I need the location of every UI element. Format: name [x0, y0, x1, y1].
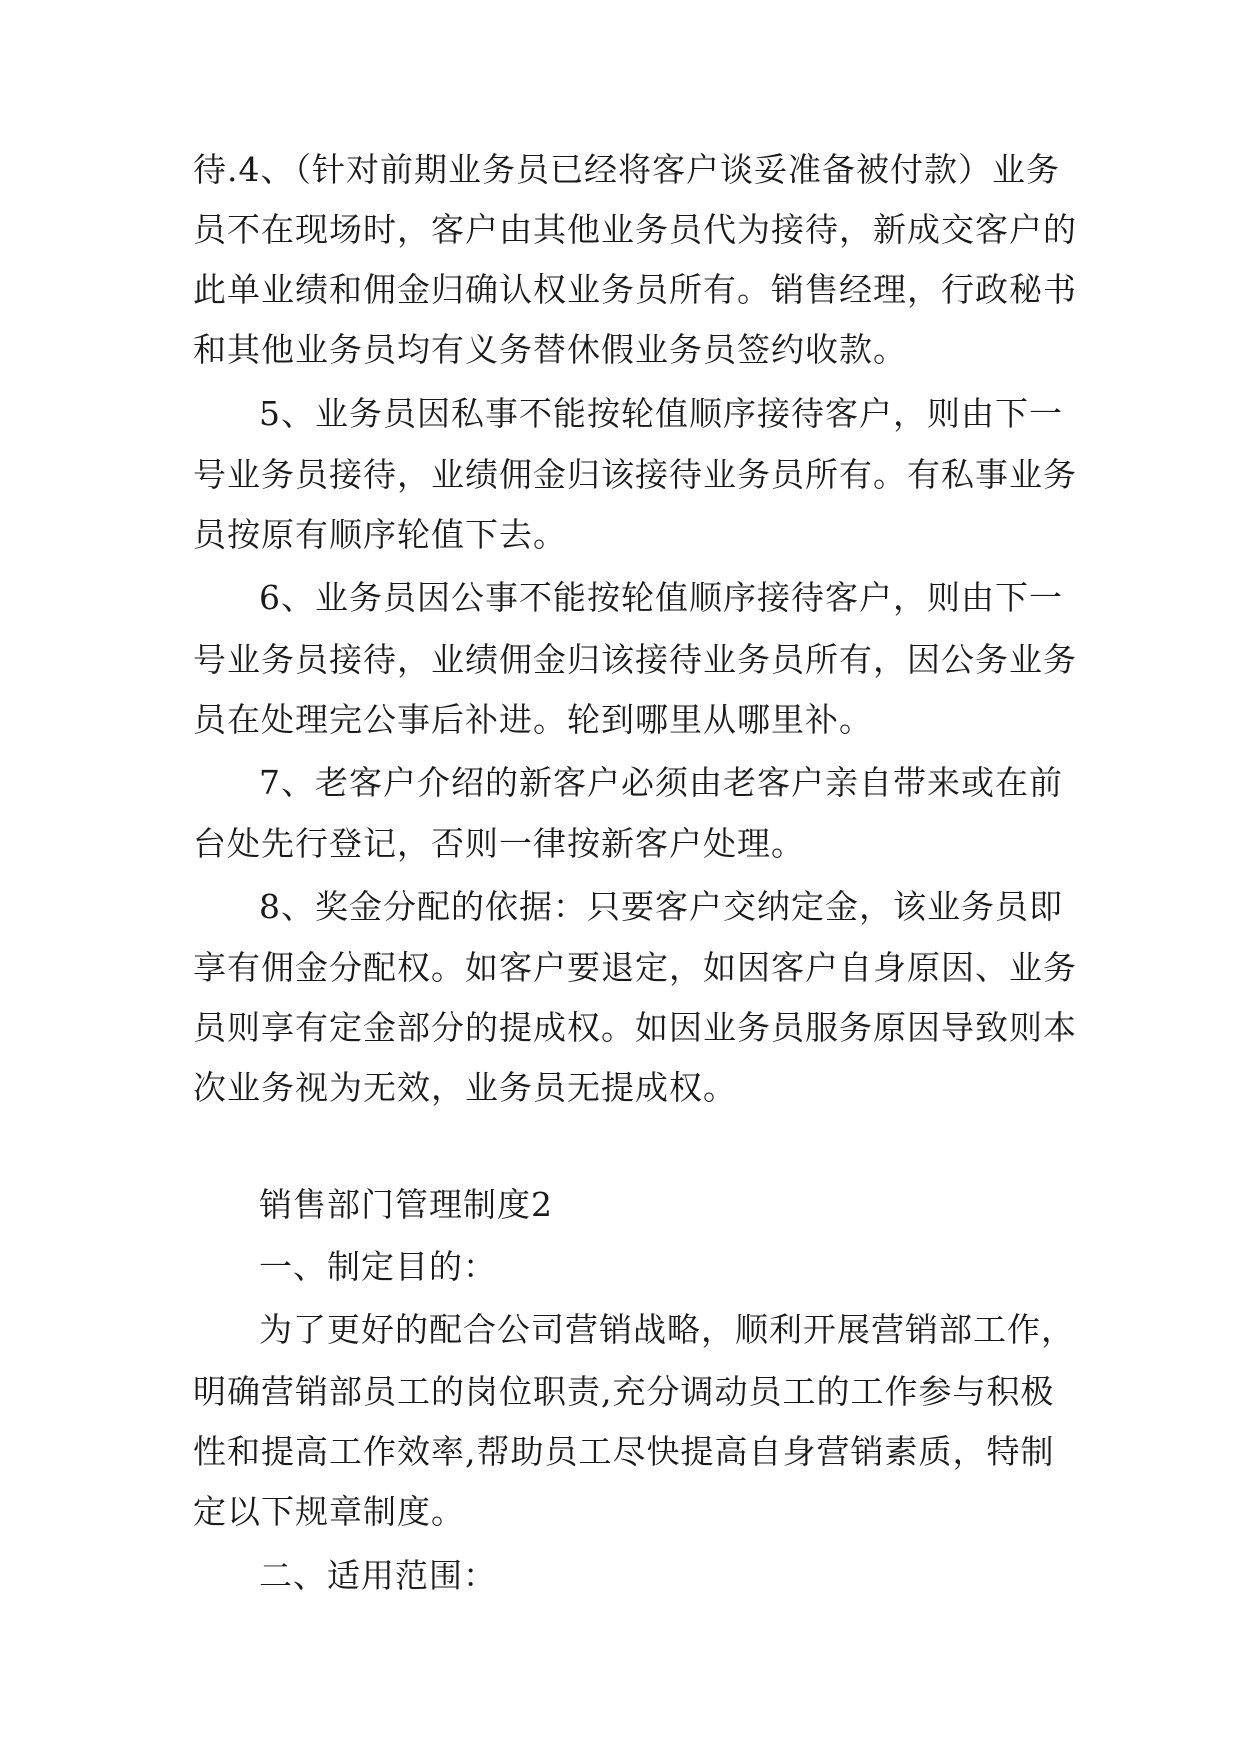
paragraph-line: 待.4、（针对前期业务员已经将客户谈妥准备被付款）业务 [193, 150, 1060, 189]
paragraph-line: 台处先行登记，否则一律按新客户处理。 [193, 824, 805, 863]
paragraph-line: 和其他业务员均有义务替休假业务员签约收款。 [193, 330, 907, 369]
paragraph-line: 员不在现场时，客户由其他业务员代为接待，新成交客户的 [193, 210, 1077, 249]
paragraph-line: 享有佣金分配权。如客户要退定，如因客户自身原因、业务 [193, 948, 1077, 987]
paragraph-line: 员在处理完公事后补进。轮到哪里从哪里补。 [193, 700, 873, 739]
section-heading: 一、制定目的： [259, 1247, 497, 1286]
paragraph-line: 员按原有顺序轮值下去。 [193, 515, 567, 554]
paragraph-line: 定以下规章制度。 [193, 1492, 465, 1531]
paragraph-line: 5、业务员因私事不能按轮值顺序接待客户，则由下一 [259, 394, 1063, 433]
paragraph-line: 6、业务员因公事不能按轮值顺序接待客户，则由下一 [259, 578, 1063, 617]
paragraph-line: 7、老客户介绍的新客户必须由老客户亲自带来或在前 [259, 763, 1063, 802]
paragraph-line: 性和提高工作效率,帮助员工尽快提高自身营销素质，特制 [193, 1432, 1055, 1471]
paragraph-line: 8、奖金分配的依据：只要客户交纳定金，该业务员即 [259, 887, 1063, 926]
paragraph-line: 此单业绩和佣金归确认权业务员所有。销售经理，行政秘书 [193, 270, 1077, 309]
paragraph-line: 为了更好的配合公司营销战略，顺利开展营销部工作， [259, 1310, 1075, 1349]
section-heading: 二、适用范围： [259, 1556, 497, 1595]
section-title: 销售部门管理制度2 [259, 1185, 553, 1224]
paragraph-line: 次业务视为无效，业务员无提成权。 [193, 1068, 737, 1107]
paragraph-line: 明确营销部员工的岗位职责,充分调动员工的工作参与积极 [193, 1372, 1055, 1411]
paragraph-line: 号业务员接待，业绩佣金归该接待业务员所有，因公务业务 [193, 640, 1077, 679]
paragraph-line: 号业务员接待，业绩佣金归该接待业务员所有。有私事业务 [193, 455, 1077, 494]
paragraph-line: 员则享有定金部分的提成权。如因业务员服务原因导致则本 [193, 1008, 1077, 1047]
